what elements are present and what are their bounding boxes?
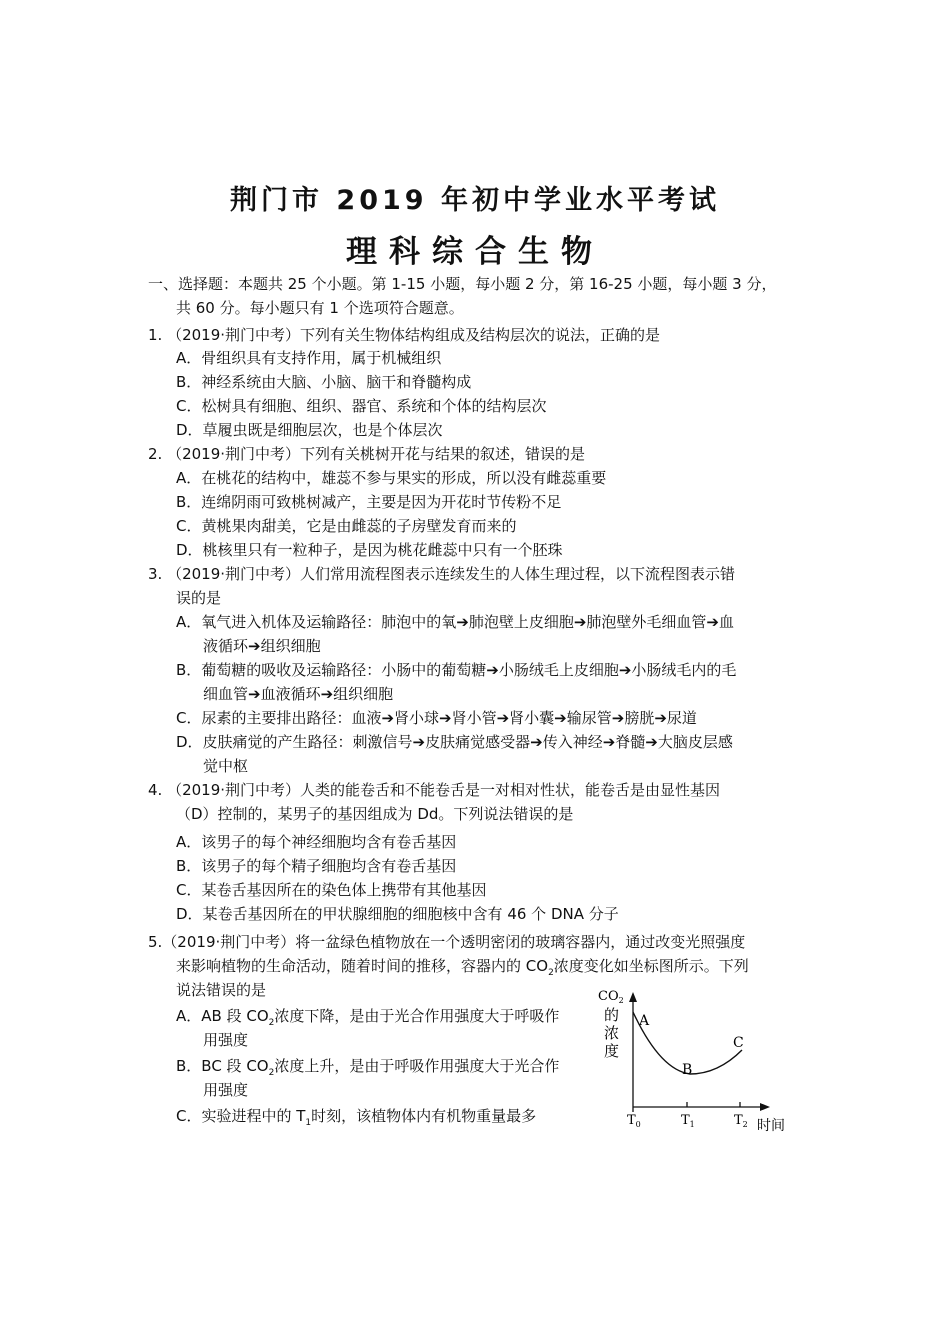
- y-axis-label-du: 度: [604, 1042, 620, 1060]
- tick-label-t2: $T_2$: [734, 1113, 748, 1129]
- question-5-option-a-cont: 用强度: [203, 1031, 249, 1049]
- q5-a-text: A．AB 段 CO: [176, 1007, 269, 1025]
- question-4-option-c: C．某卷舌基因所在的染色体上携带有其他基因: [176, 881, 487, 899]
- question-5-option-b: [176, 1056, 559, 1083]
- q5-stem-sub: 2: [548, 968, 554, 978]
- question-3-option-c: C．尿素的主要排出路径：血液➔肾小球➔肾小管➔肾小囊➔输尿管➔膀胱➔尿道: [176, 709, 697, 727]
- co2-concentration-figure: [590, 982, 800, 1137]
- y-axis-label-de: 的: [604, 1006, 620, 1024]
- question-1-option-d: D．草履虫既是细胞层次，也是个体层次: [176, 421, 443, 439]
- tick-label-t1: $T_1$: [681, 1113, 695, 1129]
- question-3-option-d: D．皮肤痛觉的产生路径：刺激信号➔皮肤痛觉感受器➔传入神经➔脊髓➔大脑皮层感: [176, 733, 733, 751]
- y-axis-label-co: $CO_2$: [598, 989, 624, 1005]
- q5-b-text-post: 浓度上升，是由于呼吸作用强度大于光合作: [274, 1057, 560, 1075]
- q5-b-text: B．BC 段 CO: [176, 1057, 269, 1075]
- x-axis-arrow: [760, 1103, 770, 1111]
- question-4-option-d: D．某卷舌基因所在的甲状腺细胞的细胞核中含有 46 个 DNA 分子: [176, 905, 619, 923]
- question-4-option-a: A．该男子的每个神经细胞均含有卷舌基因: [176, 833, 457, 851]
- q5-stem-text: 来影响植物的生命活动，随着时间的推移，容器内的 CO: [176, 957, 549, 975]
- question-1-option-c: C．松树具有细胞、组织、器官、系统和个体的结构层次: [176, 397, 547, 415]
- point-a-label: A: [639, 1013, 650, 1029]
- question-4-stem: 4. （2019·荆门中考）人类的能卷舌和不能卷舌是一对相对性状，能卷舌是由显性基因: [148, 781, 721, 799]
- q5-stem-text-post: 浓度变化如坐标图所示。下列: [553, 957, 749, 975]
- page-title: 荆门市 2019 年初中学业水平考试: [230, 185, 720, 216]
- question-3-option-b-cont: 细血管➔血液循环➔组织细胞: [203, 685, 394, 703]
- tick-label-t0: $T_0$: [627, 1113, 641, 1129]
- question-5-option-c: [176, 1106, 536, 1133]
- q5-b-sub: 2: [268, 1068, 275, 1078]
- question-2-stem: 2. （2019·荆门中考）下列有关桃树开花与结果的叙述，错误的是: [148, 445, 586, 463]
- point-c-label: C: [733, 1035, 744, 1051]
- question-4-option-b: B．该男子的每个精子细胞均含有卷舌基因: [176, 857, 457, 875]
- q5-c-text: C．实验进程中的 T: [176, 1107, 306, 1125]
- question-3-option-b: B．葡萄糖的吸收及运输路径：小肠中的葡萄糖➔小肠绒毛上皮细胞➔小肠绒毛内的毛: [176, 661, 737, 679]
- question-2-option-a: A．在桃花的结构中，雄蕊不参与果实的形成，所以没有雌蕊重要: [176, 469, 607, 487]
- question-5-option-a: [176, 1006, 559, 1033]
- page-subtitle: 理科综合生物: [346, 234, 604, 270]
- question-5-stem: 5.（2019·荆门中考）将一盆绿色植物放在一个透明密闭的玻璃容器内，通过改变光照强度: [148, 933, 746, 951]
- question-5-stem-cont-2: 说法错误的是: [176, 981, 267, 999]
- q5-c-sub: 1: [305, 1118, 312, 1128]
- y-axis-arrow: [629, 992, 637, 1002]
- question-3-stem-cont: 误的是: [176, 589, 222, 607]
- section-heading: 一、选择题：本题共 25 个小题。第 1-15 小题，每小题 2 分，第 16-25 小题，每小题 3 分，: [148, 275, 777, 293]
- x-axis-label: 时间: [757, 1118, 785, 1134]
- question-1-option-a: A．骨组织具有支持作用，属于机械组织: [176, 349, 442, 367]
- question-3-option-d-cont: 觉中枢: [203, 757, 249, 775]
- q5-a-sub: 2: [268, 1018, 275, 1028]
- question-3-option-a: A．氧气进入机体及运输路径：肺泡中的氧➔肺泡壁上皮细胞➔肺泡壁外毛细血管➔血: [176, 613, 734, 631]
- question-5-option-b-cont: 用强度: [203, 1081, 249, 1099]
- question-1-stem: 1. （2019·荆门中考）下列有关生物体结构组成及结构层次的说法，正确的是: [148, 326, 661, 344]
- question-3-option-a-cont: 液循环➔组织细胞: [203, 637, 321, 655]
- question-2-option-c: C．黄桃果肉甜美，它是由雌蕊的子房壁发育而来的: [176, 517, 517, 535]
- q5-c-text-post: 时刻，该植物体内有机物重量最多: [311, 1107, 537, 1125]
- section-heading-cont: 共 60 分。每小题只有 1 个选项符合题意。: [176, 299, 464, 317]
- y-axis-label-nong: 浓: [604, 1024, 620, 1042]
- point-b-label: B: [682, 1062, 693, 1078]
- question-5-stem-cont: [176, 956, 749, 983]
- question-4-stem-cont: （D）控制的，某男子的基因组成为 Dd。下列说法错误的是: [176, 805, 574, 823]
- question-2-option-d: D．桃核里只有一粒种子，是因为桃花雌蕊中只有一个胚珠: [176, 541, 563, 559]
- question-2-option-b: B．连绵阴雨可致桃树减产，主要是因为开花时节传粉不足: [176, 493, 562, 511]
- q5-a-text-post: 浓度下降，是由于光合作用强度大于呼吸作: [274, 1007, 560, 1025]
- question-3-stem: 3. （2019·荆门中考）人们常用流程图表示连续发生的人体生理过程，以下流程图表示错: [148, 565, 736, 583]
- question-1-option-b: B．神经系统由大脑、小脑、脑干和脊髓构成: [176, 373, 472, 391]
